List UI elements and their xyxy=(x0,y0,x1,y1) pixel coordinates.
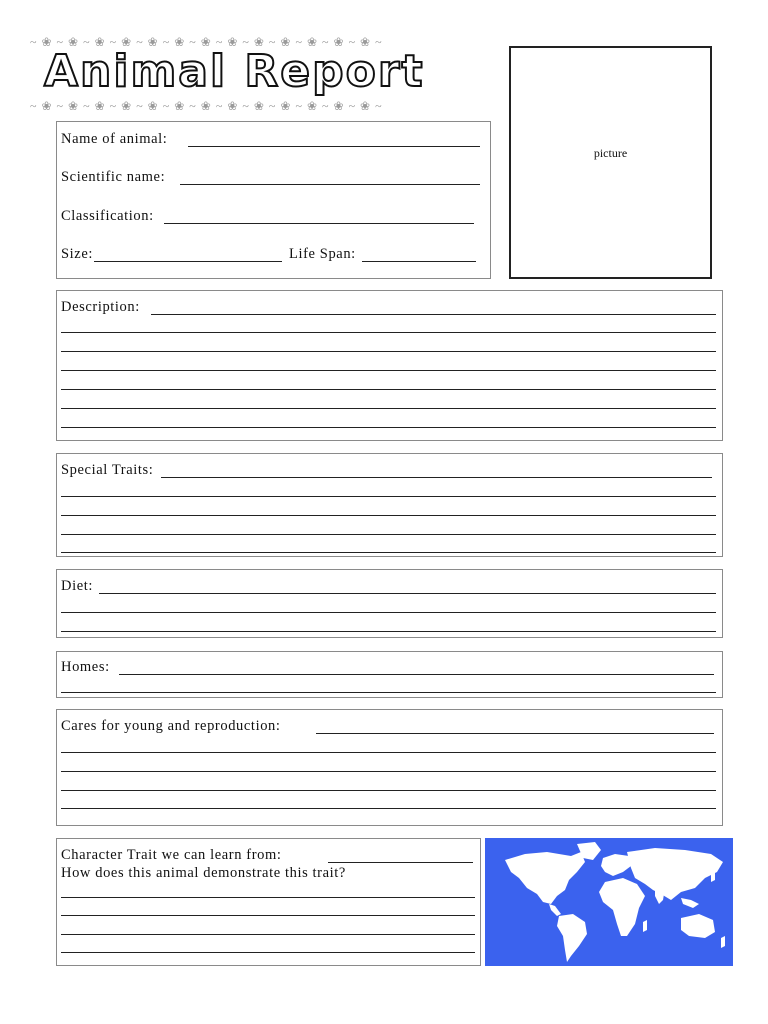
character-line[interactable] xyxy=(61,897,475,898)
diet-line[interactable] xyxy=(61,612,716,613)
homes-label: Homes: xyxy=(61,659,110,675)
scientific-label: Scientific name: xyxy=(61,169,166,185)
special-traits-line[interactable] xyxy=(61,552,716,553)
description-line[interactable] xyxy=(61,370,716,371)
diet-line[interactable] xyxy=(99,593,716,594)
homes-line[interactable] xyxy=(119,674,714,675)
classification-field[interactable] xyxy=(164,223,474,224)
description-line[interactable] xyxy=(61,408,716,409)
scientific-field[interactable] xyxy=(180,184,480,185)
description-line[interactable] xyxy=(61,332,716,333)
name-field[interactable] xyxy=(188,146,480,147)
description-label: Description: xyxy=(61,299,140,315)
description-line[interactable] xyxy=(61,351,716,352)
special-traits-line[interactable] xyxy=(61,515,716,516)
cares-line[interactable] xyxy=(61,808,716,809)
description-line[interactable] xyxy=(151,314,716,315)
page-title: Animal Report xyxy=(44,46,425,97)
classification-label: Classification: xyxy=(61,208,154,224)
picture-label: picture xyxy=(593,146,628,160)
info-section xyxy=(56,121,491,279)
diet-label: Diet: xyxy=(61,578,93,594)
cares-section xyxy=(56,709,723,826)
description-line[interactable] xyxy=(61,427,716,428)
special-traits-section xyxy=(56,453,723,557)
world-map-icon xyxy=(485,838,733,966)
title-banner xyxy=(30,36,496,112)
ornament-bottom: ~ ❀ ~ ❀ ~ ❀ ~ ❀ ~ ❀ ~ ❀ ~ ❀ ~ ❀ ~ ❀ ~ ❀ ~ ❀ ~ ❀ ~ ❀ ~ xyxy=(30,99,383,113)
special-traits-line[interactable] xyxy=(161,477,712,478)
picture-frame[interactable] xyxy=(509,46,712,279)
name-label: Name of animal: xyxy=(61,131,168,147)
description-section xyxy=(56,290,723,441)
diet-line[interactable] xyxy=(61,631,716,632)
demonstrate-label: How does this animal demonstrate this trait? xyxy=(61,865,346,881)
special-traits-label: Special Traits: xyxy=(61,462,154,478)
character-line[interactable] xyxy=(61,934,475,935)
world-map xyxy=(485,838,733,966)
cares-line[interactable] xyxy=(61,771,716,772)
description-line[interactable] xyxy=(61,389,716,390)
character-line[interactable] xyxy=(61,915,475,916)
lifespan-field[interactable] xyxy=(362,261,476,262)
character-section xyxy=(56,838,481,966)
lifespan-label: Life Span: xyxy=(289,246,356,262)
size-field[interactable] xyxy=(94,261,282,262)
diet-section xyxy=(56,569,723,638)
special-traits-line[interactable] xyxy=(61,496,716,497)
special-traits-line[interactable] xyxy=(61,534,716,535)
character-label: Character Trait we can learn from: xyxy=(61,847,282,863)
character-line[interactable] xyxy=(328,862,473,863)
ornament-top: ~ ❀ ~ ❀ ~ ❀ ~ ❀ ~ ❀ ~ ❀ ~ ❀ ~ ❀ ~ ❀ ~ ❀ ~ ❀ ~ ❀ ~ ❀ ~ xyxy=(30,35,383,49)
size-label: Size: xyxy=(61,246,93,262)
homes-section xyxy=(56,651,723,698)
homes-line[interactable] xyxy=(61,692,716,693)
cares-line[interactable] xyxy=(61,752,716,753)
cares-label: Cares for young and reproduction: xyxy=(61,718,281,734)
cares-line[interactable] xyxy=(61,790,716,791)
character-line[interactable] xyxy=(61,952,475,953)
cares-line[interactable] xyxy=(316,733,714,734)
